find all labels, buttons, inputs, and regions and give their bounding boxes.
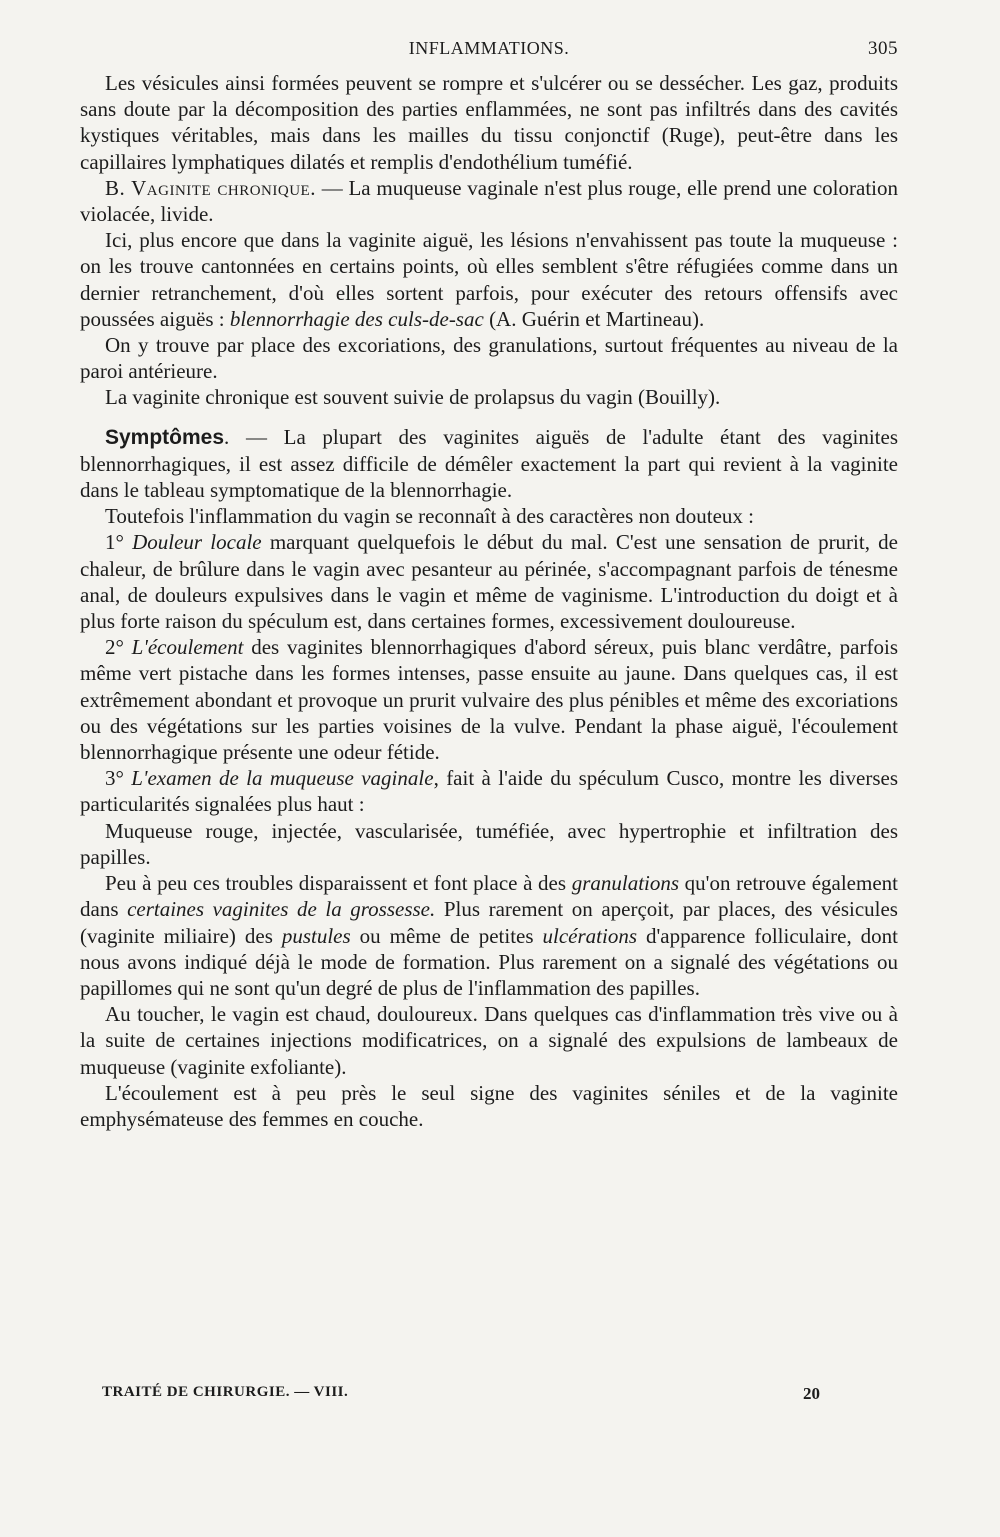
paragraph-senile: L'écoulement est à peu près le seul signe des vaginites séniles et de la vaginite emphysémateuse des femmes en couche. xyxy=(80,1080,898,1131)
paragraph-symptoms: Symptômes. — La plupart des vaginites aiguës de l'adulte étant des vaginites blennorrhagiques, il est assez difficile de démêler exactement la part qui revient à la vaginite dans le tableau symptomatique de la blennorrhagie. xyxy=(80,424,898,503)
paragraph-mucosa: Muqueuse rouge, injectée, vascularisée, tuméfiée, avec hypertrophie et infiltration des papilles. xyxy=(80,818,898,869)
paragraph-chronic-vaginitis: B. Vaginite chronique. — La muqueuse vaginale n'est plus rouge, elle prend une coloration violacée, livide. xyxy=(80,175,898,227)
paragraph-touch: Au toucher, le vagin est chaud, douloureux. Dans quelques cas d'inflammation très vive ou à la suite de certaines injections modificatrices, on a signalé des expulsions de lambeaux de muqueuse (vaginite exfoliante). xyxy=(80,1002,898,1079)
paragraph-excoriations: On y trouve par place des excoriations, des granulations, surtout fréquentes au niveau de la paroi antérieure. xyxy=(80,333,898,384)
sheet-number: 20 xyxy=(803,1384,820,1403)
paragraph-granulations: Peu à peu ces troubles disparaissent et font place à des granulations qu'on retrouve également dans certaines vaginites de la grossesse. Plus rarement on aperçoit, par places, des vésicules (vaginite miliaire) des pustules ou même de petites ulcérations d'apparence folliculaire, dont nous avons indiqué déjà le mode de formation. Plus rarement on a signalé des végétations ou papillomes qui ne sont qu'un degré de plus de l'inflammation des papilles. xyxy=(80,871,898,1000)
paragraph-vesicles: Les vésicules ainsi formées peuvent se rompre et s'ulcérer ou se dessécher. Les gaz, produits sans doute par la décomposition des parties enflammées, ne sont pas infiltrés dans des cavités kystiques véritables, mais dans les mailles du tissu conjonctif (Ruge), peut-être dans les capillaires lymphatiques dilatés et remplis d'endothélium tuméfié. xyxy=(80,71,898,174)
signature-mark: TRAITÉ DE CHIRURGIE. — VIII. xyxy=(102,1384,349,1400)
paragraph-lesions: Ici, plus encore que dans la vaginite aiguë, les lésions n'envahissent pas toute la muqueuse : on les trouve cantonnées en certains points, où elles semblent s'être réfugiées comme dans un dernier retranchement, d'où elles sortent parfois, pour exécuter des retours offensifs avec poussées aiguës : blennorrhagie des culs-de-sac (A. Guérin et Martineau). xyxy=(80,228,898,331)
section-heading-symptoms: Symptômes xyxy=(105,425,225,449)
page-footer xyxy=(102,1384,820,1414)
page-number: 305 xyxy=(868,38,898,59)
list-item-examination: 3° L'examen de la muqueuse vaginale, fait à l'aide du spéculum Cusco, montre les diverses particularités signalées plus haut : xyxy=(80,766,898,817)
list-item-local-pain: 1° Douleur locale marquant quelquefois le début du mal. C'est une sensation de prurit, de chaleur, de brûlure dans le vagin avec pesanteur au périnée, s'accompagnant parfois de ténesme anal, de douleurs expulsives dans le vagin et même de vaginisme. L'introduction du doigt et à plus forte raison du spéculum est, dans certaines formes, excessivement douloureuse. xyxy=(80,530,898,634)
body-text xyxy=(80,70,898,1132)
subsection-label: B. Vaginite chronique. xyxy=(105,175,316,200)
running-head xyxy=(80,38,898,70)
paragraph-inflammation: Toutefois l'inflammation du vagin se reconnaît à des caractères non douteux : xyxy=(105,504,755,529)
running-title: INFLAMMATIONS. xyxy=(408,38,570,58)
paragraph-prolapsus: La vaginite chronique est souvent suivie de prolapsus du vagin (Bouilly). xyxy=(105,385,721,410)
list-item-discharge: 2° L'écoulement des vaginites blennorrhagiques d'abord séreux, puis blanc verdâtre, parfois même vert pistache dans les formes intenses, passe ensuite au jaune. Dans quelques cas, il est extrêmement abondant et provoque un prurit vulvaire des plus pénibles et même des excoriations ou des végétations sur les parties voisines de la vulve. Pendant la phase aiguë, l'écoulement blennorrhagique présente une odeur fétide. xyxy=(80,635,898,765)
